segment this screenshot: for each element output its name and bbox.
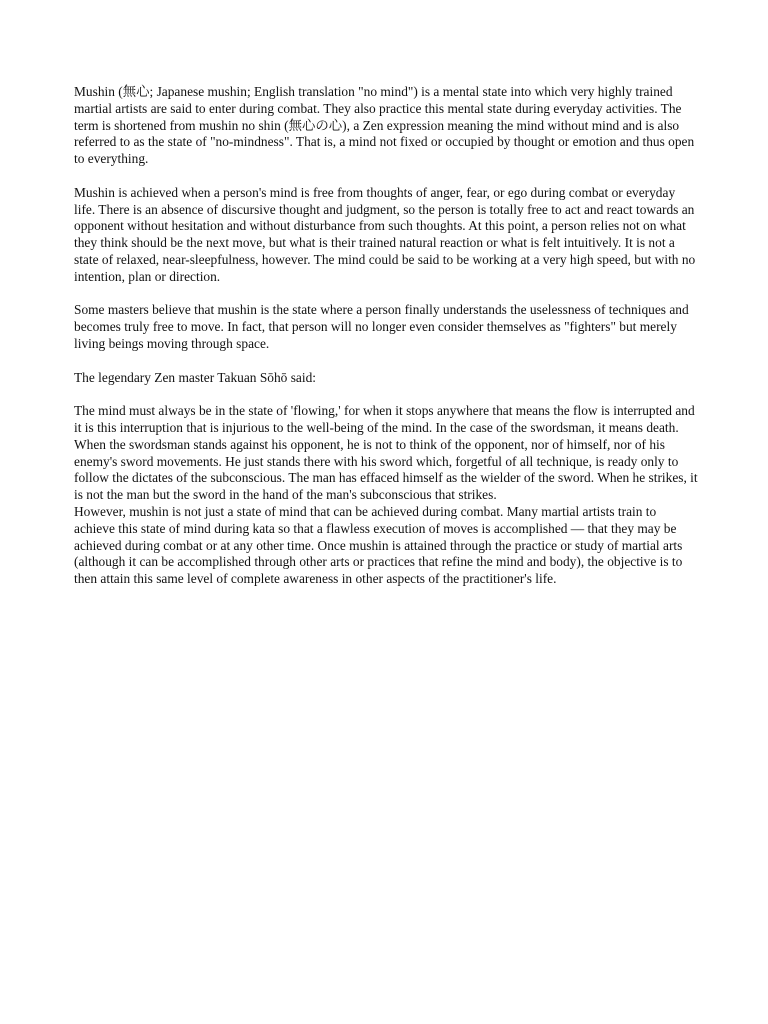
paragraph-takuan-quote: The mind must always be in the state of 'flowing,' for when it stops anywhere that means the flow is interrupted and it is this interruption that is injurious to the well-being of the mind. In the case of the swordsman, it means death. When the swordsman stands against his opponent, he is not to think of the opponent, nor of himself, nor of his enemy's sword movements. He just stands there with his sword which, forgetful of all technique, is ready only to follow the dictates of the subconscious. The man has effaced himself as the wielder of the sword. When he strikes, it is not the man but the sword in the hand of the man's subconscious that strikes.	[74, 403, 698, 503]
paragraph-mushin-definition: Mushin (無心; Japanese mushin; English translation "no mind") is a mental state into which very highly trained martial artists are said to enter during combat. They also practice this mental state during everyday activities. The term is shortened from mushin no shin (無心の心), a Zen expression meaning the mind without mind and is also referred to as the state of "no-mindness". That is, a mind not fixed or occupied by thought or emotion and thus open to everything.	[74, 84, 695, 167]
document-page	[74, 84, 698, 605]
paragraph-mushin-practice: However, mushin is not just a state of mind that can be achieved during combat. Many martial artists train to achieve this state of mind during kata so that a flawless execution of moves is accomplished — that they may be achieved during combat or at any other time. Once mushin is attained through the practice or study of martial arts (although it can be accomplished through other arts or practices that refine the mind and body), the objective is to then attain this same level of complete awareness in other aspects of the practitioner's life.	[74, 503, 683, 587]
paragraph-mushin-achievement: Mushin is achieved when a person's mind is free from thoughts of anger, fear, or ego during combat or everyday life. There is an absence of discursive thought and judgment, so the person is totally free to act and react towards an opponent without hesitation and without disturbance from such thoughts. At this point, a person relies not on what they think should be the next move, but what is their trained natural reaction or what is felt intuitively. It is not a state of relaxed, near-sleepfulness, however. The mind could be said to be working at a very high speed, but with no intention, plan or direction.	[74, 184, 696, 284]
paragraph-masters-belief: Some masters believe that mushin is the state where a person finally understands the uselessness of techniques and becomes truly free to move. In fact, that person will no longer even consider themselves as "fighters" but merely living beings moving through space.	[74, 302, 689, 351]
paragraph-takuan-intro: The legendary Zen master Takuan Sōhō said:	[74, 369, 317, 385]
